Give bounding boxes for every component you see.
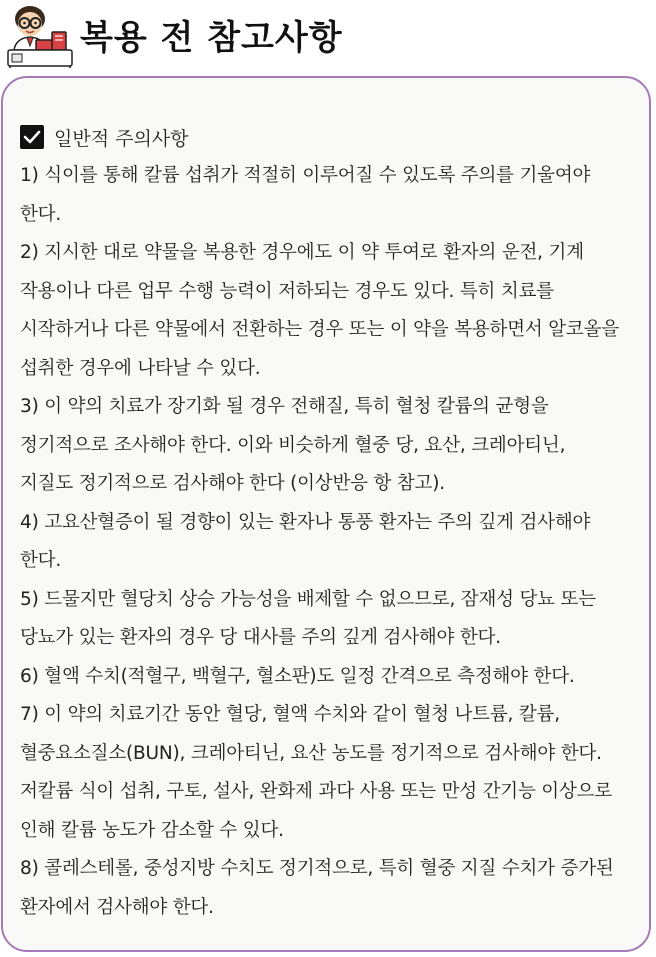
precaution-line: 저칼륨 식이 섭취, 구토, 설사, 완화제 과다 사용 또는 만성 간기능 이상으로: [20, 781, 612, 802]
precaution-line: 5) 드물지만 혈당치 상승 가능성을 배제할 수 없으므로, 잠재성 당뇨 또는: [20, 588, 596, 610]
precaution-line: 지질도 정기적으로 검사해야 한다 (이상반응 항 참고).: [20, 473, 445, 494]
precaution-line: 환자에서 검사해야 한다.: [20, 896, 214, 918]
page-header: [6, 2, 646, 68]
precaution-line: 3) 이 약의 치료가 장기화 될 경우 전해질, 특히 혈청 칼륨의 균형을: [20, 396, 549, 417]
precaution-line: 섭취한 경우에 나타날 수 있다.: [20, 357, 261, 379]
precaution-line: 4) 고요산혈증이 될 경향이 있는 환자나 통풍 환자는 주의 깊게 검사해야: [20, 511, 591, 533]
page-title: 복용 전 참고사항: [80, 18, 343, 58]
precaution-line: 2) 지시한 대로 약물을 복용한 경우에도 이 약 투여로 환자의 운전, 기계: [20, 242, 584, 263]
precaution-line: 혈중요소질소(BUN), 크레아티닌, 요산 농도를 정기적으로 검사해야 한다.: [20, 742, 602, 764]
precaution-line: 7) 이 약의 치료기간 동안 혈당, 혈액 수치와 같이 혈청 나트륨, 칼륨,: [20, 704, 560, 725]
precaution-line: 6) 혈액 수치(적혈구, 백혈구, 혈소판)도 일정 간격으로 측정해야 한다.: [20, 665, 575, 687]
precaution-line: 한다.: [20, 203, 62, 225]
precaution-line: 작용이나 다른 업무 수행 능력이 저하되는 경우도 있다. 특히 치료를: [20, 280, 554, 302]
reading-student-icon: [6, 2, 76, 68]
section-heading: [20, 124, 189, 150]
precaution-line: 인해 칼륨 농도가 감소할 수 있다.: [20, 819, 284, 841]
precaution-line: 시작하거나 다른 약물에서 전환하는 경우 또는 이 약을 복용하면서 알코올을: [20, 319, 619, 340]
section-heading-label: 일반적 주의사항: [54, 127, 189, 150]
precaution-list: [20, 157, 640, 927]
precaution-line: 한다.: [20, 550, 62, 571]
precaution-line: 8) 콜레스테롤, 중성지방 수치도 정기적으로, 특히 혈중 지질 수치가 증가된: [20, 858, 614, 879]
precaution-line: 1) 식이를 통해 칼륨 섭취가 적절히 이루어질 수 있도록 주의를 기울여야: [20, 165, 591, 186]
precaution-line: 정기적으로 조사해야 한다. 이와 비슷하게 혈중 당, 요산, 크레아티닌,: [20, 434, 566, 456]
precaution-line: 당뇨가 있는 환자의 경우 당 대사를 주의 깊게 검사해야 한다.: [20, 627, 501, 648]
checkbox-checked-icon: [20, 125, 44, 149]
